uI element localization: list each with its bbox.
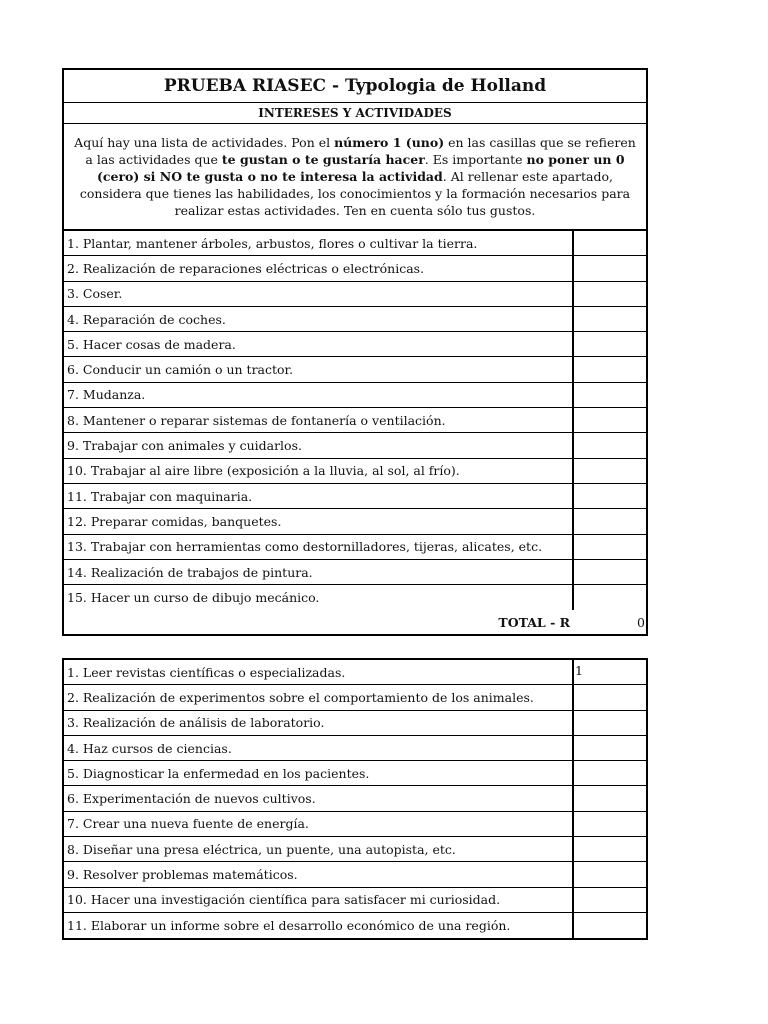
list-item <box>64 862 646 887</box>
answer-cell[interactable] <box>572 383 646 407</box>
answer-cell[interactable] <box>572 256 646 280</box>
activity-label: 10. Hacer una investigación científica para satisfacer mi curiosidad. <box>67 892 501 908</box>
activity-label: 14. Realización de trabajos de pintura. <box>67 564 313 580</box>
activity-label: 7. Mudanza. <box>67 387 146 403</box>
list-item <box>64 459 646 484</box>
answer-cell[interactable] <box>572 585 646 610</box>
activity-label: 4. Reparación de coches. <box>67 311 226 327</box>
instructions-part-2: en las casillas que se refieren a las actividades que <box>85 135 636 167</box>
answer-cell[interactable] <box>572 761 646 785</box>
answer-cell[interactable] <box>572 408 646 432</box>
list-item <box>64 913 646 938</box>
activity-label: 5. Hacer cosas de madera. <box>67 336 236 352</box>
list-item <box>64 383 646 408</box>
list-item <box>64 711 646 736</box>
answer-cell[interactable] <box>572 711 646 735</box>
activity-label: 5. Diagnosticar la enfermedad en los pacientes. <box>67 765 370 781</box>
activity-label: 8. Diseñar una presa eléctrica, un puente, una autopista, etc. <box>67 841 456 857</box>
answer-cell[interactable] <box>572 433 646 457</box>
list-item <box>64 535 646 560</box>
answer-cell[interactable] <box>572 862 646 886</box>
riasec-i-sheet <box>62 658 648 940</box>
activity-label: 4. Haz cursos de ciencias. <box>67 740 232 756</box>
activity-label: 6. Conducir un camión o un tractor. <box>67 362 294 378</box>
answer-cell[interactable] <box>572 685 646 709</box>
activity-label: 11. Trabajar con maquinaria. <box>67 488 253 504</box>
list-item <box>64 660 646 685</box>
total-value: 0 <box>637 614 645 630</box>
list-item <box>64 231 646 256</box>
riasec-r-sheet <box>62 68 648 636</box>
list-item <box>64 786 646 811</box>
answer-cell[interactable] <box>572 282 646 306</box>
activity-label: 1. Plantar, mantener árboles, arbustos, flores o cultivar la tierra. <box>67 235 478 251</box>
list-item <box>64 736 646 761</box>
list-item <box>64 433 646 458</box>
answer-cell[interactable] <box>572 535 646 559</box>
activity-label: 10. Trabajar al aire libre (exposición a la lluvia, al sol, al frío). <box>67 463 460 479</box>
activity-label: 12. Preparar comidas, banquetes. <box>67 513 282 529</box>
instructions-part-4: . Al rellenar este apartado, considera que tienes las habilidades, los conocimientos y la formación necesarios para realizar estas actividades. Ten en cuenta sólo tus gustos. <box>79 169 631 218</box>
activity-label: 7. Crear una nueva fuente de energía. <box>67 816 309 832</box>
activity-label: 1. Leer revistas científicas o especializadas. <box>67 664 346 680</box>
instructions-bold-2: te gustan o te gustaría hacer <box>221 152 425 167</box>
list-item <box>64 685 646 710</box>
total-row <box>64 610 646 634</box>
answer-cell[interactable] <box>572 509 646 533</box>
answer-cell[interactable] <box>572 357 646 381</box>
activity-label: 2. Realización de experimentos sobre el comportamiento de los animales. <box>67 689 534 705</box>
answer-cell[interactable] <box>572 786 646 810</box>
list-item <box>64 357 646 382</box>
instructions-bold-1: número 1 (uno) <box>334 135 445 150</box>
activity-label: 15. Hacer un curso de dibujo mecánico. <box>67 590 320 606</box>
activity-label: 9. Trabajar con animales y cuidarlos. <box>67 438 302 454</box>
instructions-text <box>64 124 646 231</box>
activity-label: 6. Experimentación de nuevos cultivos. <box>67 791 316 807</box>
instructions-part-3: . Es importante <box>424 152 527 167</box>
list-item <box>64 761 646 786</box>
list-item <box>64 307 646 332</box>
list-item <box>64 888 646 913</box>
page-title: PRUEBA RIASEC - Typologia de Holland <box>64 70 646 103</box>
section-i-list <box>64 660 646 938</box>
answer-cell[interactable] <box>572 332 646 356</box>
activity-label: 13. Trabajar con herramientas como destornilladores, tijeras, alicates, etc. <box>67 539 543 555</box>
instructions-part-1: Aquí hay una lista de actividades. Pon el <box>74 135 335 150</box>
section-r-list <box>64 231 646 610</box>
list-item <box>64 408 646 433</box>
answer-cell[interactable] <box>572 837 646 861</box>
list-item <box>64 585 646 610</box>
list-item <box>64 256 646 281</box>
activity-label: 8. Mantener o reparar sistemas de fontanería o ventilación. <box>67 412 446 428</box>
answer-cell[interactable] <box>572 888 646 912</box>
list-item <box>64 509 646 534</box>
activity-label: 3. Coser. <box>67 286 123 302</box>
answer-cell[interactable] <box>572 736 646 760</box>
answer-cell[interactable] <box>572 812 646 836</box>
answer-cell[interactable] <box>572 913 646 938</box>
answer-cell[interactable] <box>572 459 646 483</box>
total-label: TOTAL - R <box>498 614 570 630</box>
answer-cell[interactable] <box>572 307 646 331</box>
activity-label: 9. Resolver problemas matemáticos. <box>67 867 298 883</box>
activity-label: 11. Elaborar un informe sobre el desarrollo económico de una región. <box>67 918 511 934</box>
answer-cell[interactable] <box>572 484 646 508</box>
activity-label: 3. Realización de análisis de laboratorio. <box>67 715 325 731</box>
list-item <box>64 560 646 585</box>
list-item <box>64 484 646 509</box>
list-item <box>64 332 646 357</box>
answer-cell[interactable]: 1 <box>572 660 646 684</box>
answer-cell[interactable] <box>572 231 646 255</box>
section-subtitle: INTERESES Y ACTIVIDADES <box>64 103 646 124</box>
activity-label: 2. Realización de reparaciones eléctricas o electrónicas. <box>67 260 425 276</box>
answer-cell[interactable] <box>572 560 646 584</box>
list-item <box>64 282 646 307</box>
instructions-bold-3: no poner un 0 (cero) si NO te gusta o no te interesa la actividad <box>96 152 625 184</box>
list-item <box>64 812 646 837</box>
list-item <box>64 837 646 862</box>
